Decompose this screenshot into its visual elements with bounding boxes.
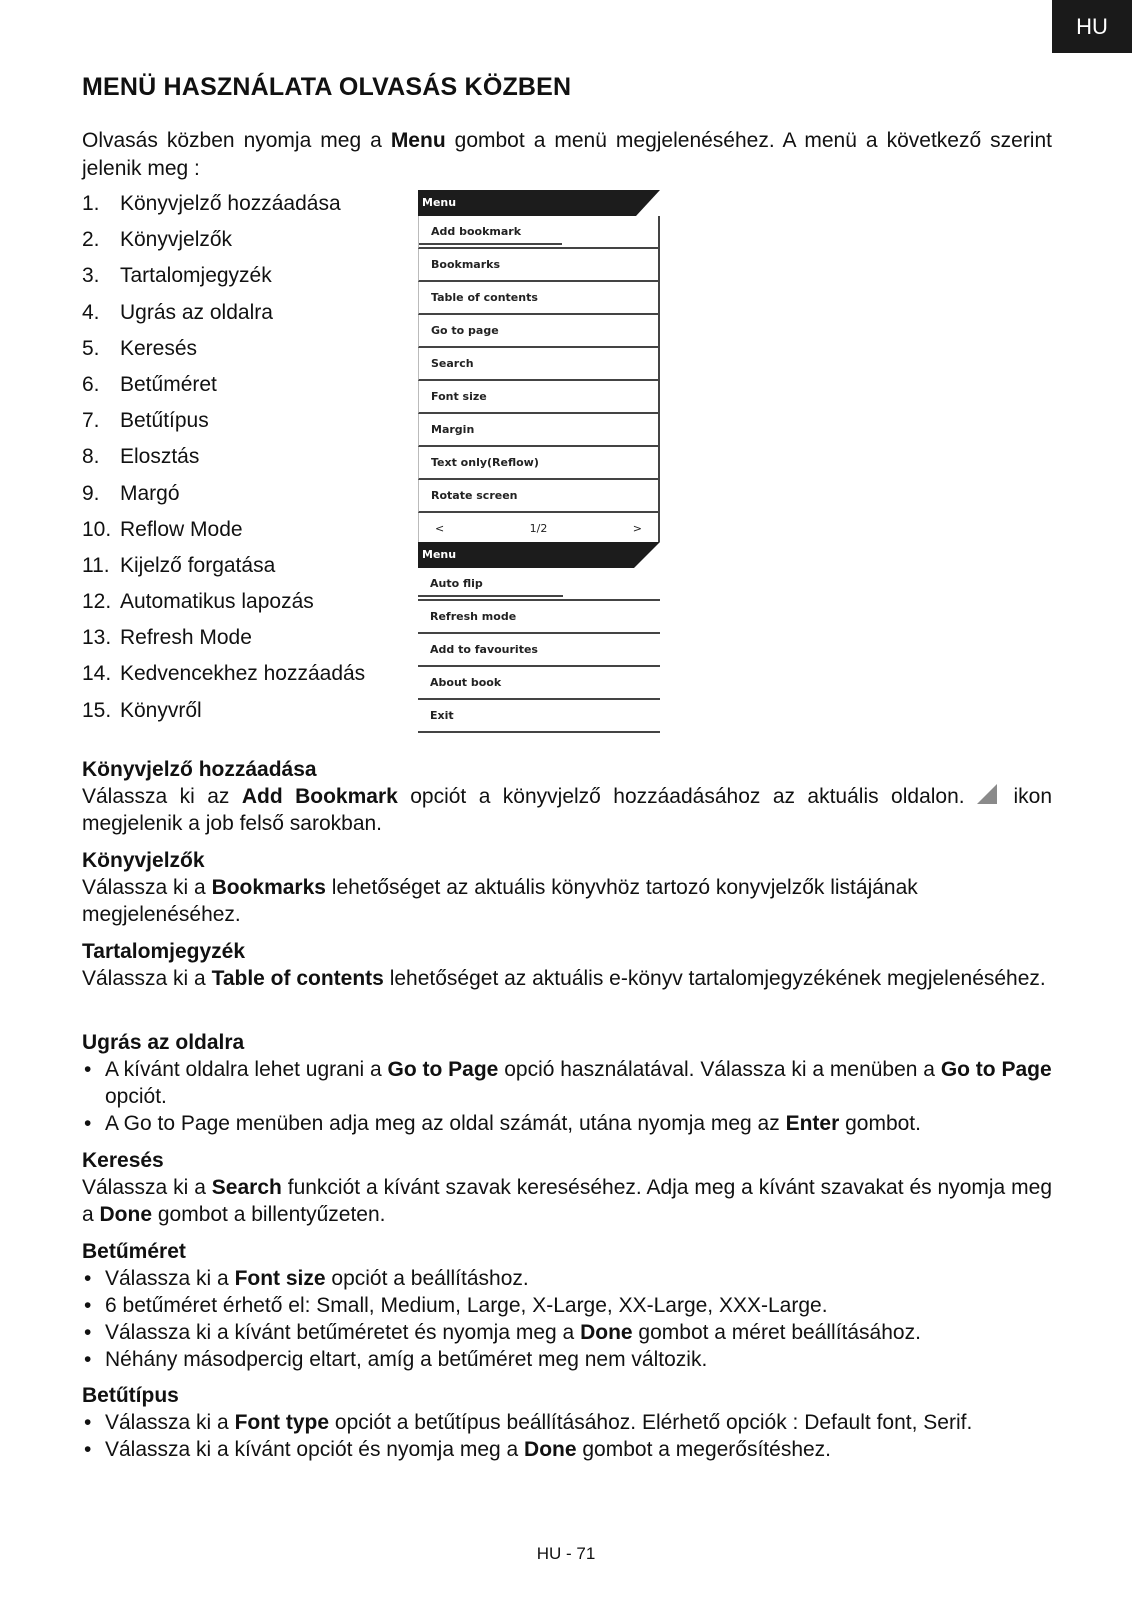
device-menu-header: Menu xyxy=(418,542,660,568)
device-menu-item: Add to favourites xyxy=(418,634,660,667)
section-text: Válassza ki a Search funkciót a kívánt szavak kereséséhez. Adja meg a kívánt szavakat és nyomja meg a Done gombot a billentyűzeten. xyxy=(82,1176,1052,1226)
list-item: 6. Betűméret xyxy=(82,372,217,396)
next-page-icon: > xyxy=(632,521,642,535)
list-item: • Néhány másodpercig eltart, amíg a betűméret meg nem változik. xyxy=(82,1346,1052,1373)
page-number: HU - 71 xyxy=(536,1544,596,1563)
list-item: 10. Reflow Mode xyxy=(82,517,243,541)
device-menu-item: Go to page xyxy=(418,315,660,348)
device-menu-item: Add bookmark xyxy=(418,216,660,249)
prev-page-icon: < xyxy=(435,521,445,535)
device-menu-item: Exit xyxy=(418,700,660,733)
bullet-list xyxy=(82,1409,1052,1463)
list-item: • Válassza ki a Font size opciót a beállításhoz. xyxy=(82,1265,1052,1292)
page-indicator: 1/2 xyxy=(529,521,548,535)
list-item: 12. Automatikus lapozás xyxy=(82,590,314,614)
section-heading: Betűméret xyxy=(82,1240,186,1263)
section-heading: Betűtípus xyxy=(82,1384,179,1407)
list-item: 13. Refresh Mode xyxy=(82,626,252,650)
device-menu-item: Font size xyxy=(418,381,660,414)
device-menu-pager xyxy=(418,513,660,543)
device-menu-item: Table of contents xyxy=(418,282,660,315)
device-menu-item: Margin xyxy=(418,414,660,447)
bookmark-icon xyxy=(977,784,997,804)
device-menu-item: Auto flip xyxy=(418,568,660,601)
list-item: • A kívánt oldalra lehet ugrani a Go to Page opció használatával. Válassza ki a menüben a Go to Page opciót. xyxy=(82,1056,1052,1110)
section-goto xyxy=(82,1029,1052,1137)
device-menu-item: Text only(Reflow) xyxy=(418,447,660,480)
menu-items-list xyxy=(82,190,365,733)
section-heading: Könyvjelző hozzáadása xyxy=(82,758,317,781)
section-text: Válassza ki a Bookmarks lehetőséget az aktuális könyvhöz tartozó konyvjelzők listájának megjelenéséhez. xyxy=(82,876,918,926)
list-item: 15. Könyvről xyxy=(82,698,202,722)
intro-paragraph: Olvasás közben nyomja meg a Menu gombot a menü megjelenéséhez. A menü a következő szerint jelenik meg : xyxy=(82,129,1052,180)
list-item: 5. Keresés xyxy=(82,336,198,360)
list-item: • A Go to Page menüben adja meg az oldal számát, utána nyomja meg az Enter gombot. xyxy=(82,1110,1052,1137)
section-bookmarks xyxy=(82,847,1052,928)
device-menu-page-1 xyxy=(418,190,660,543)
section-text: Válassza ki a Table of contents lehetőséget az aktuális e-könyv tartalomjegyzékének megjelenéséhez. xyxy=(82,967,1046,990)
bullet-list xyxy=(82,1265,1052,1373)
list-item: • Válassza ki a kívánt opciót és nyomja meg a Done gombot a megerősítéshez. xyxy=(82,1436,1052,1463)
list-item: 8. Elosztás xyxy=(82,445,200,469)
list-item: 14. Kedvencekhez hozzáadás xyxy=(82,662,366,686)
list-item: • Válassza ki a kívánt betűméretet és nyomja meg a Done gombot a méret beállításához. xyxy=(82,1319,1052,1346)
device-menu-item: Search xyxy=(418,348,660,381)
device-menu-item: Bookmarks xyxy=(418,249,660,282)
language-badge: HU xyxy=(1052,0,1132,53)
menu-header-corner-icon xyxy=(634,542,660,568)
list-item: 4. Ugrás az oldalra xyxy=(82,300,273,324)
list-item: 9. Margó xyxy=(82,481,180,505)
section-toc xyxy=(82,938,1052,992)
section-heading: Könyvjelzők xyxy=(82,849,205,872)
section-heading: Keresés xyxy=(82,1149,164,1172)
list-item: 7. Betűtípus xyxy=(82,409,209,433)
list-item: 2. Könyvjelzők xyxy=(82,228,233,252)
section-text: Válassza ki az Add Bookmark opciót a könyvjelző hozzáadásához az aktuális oldalon. ikon megjelenik a job felső sarokban. xyxy=(82,785,1052,835)
page-title: MENÜ HASZNÁLATA OLVASÁS KÖZBEN xyxy=(82,73,572,101)
list-item: 3. Tartalomjegyzék xyxy=(82,264,272,288)
bullet-list xyxy=(82,1056,1052,1137)
list-item: • 6 betűméret érhető el: Small, Medium, Large, X-Large, XX-Large, XXX-Large. xyxy=(82,1292,1052,1319)
device-menu-item: Rotate screen xyxy=(418,480,660,513)
device-menu-item: About book xyxy=(418,667,660,700)
device-menu-item: Refresh mode xyxy=(418,601,660,634)
section-heading: Tartalomjegyzék xyxy=(82,940,246,963)
section-search xyxy=(82,1147,1052,1228)
section-font-size xyxy=(82,1238,1052,1373)
section-bookmark-add xyxy=(82,756,1052,837)
bookmark-corner-icon xyxy=(636,190,660,216)
section-font-type xyxy=(82,1382,1052,1463)
list-item: 11. Kijelző forgatása xyxy=(82,553,276,577)
device-menu-header: Menu xyxy=(418,190,660,216)
list-item: 1. Könyvjelző hozzáadása xyxy=(82,192,341,215)
list-item: • Válassza ki a Font type opciót a betűtípus beállításához. Elérhető opciók : Default font, Serif. xyxy=(82,1409,1052,1436)
section-heading: Ugrás az oldalra xyxy=(82,1031,245,1054)
device-menu-page-2 xyxy=(418,542,660,733)
